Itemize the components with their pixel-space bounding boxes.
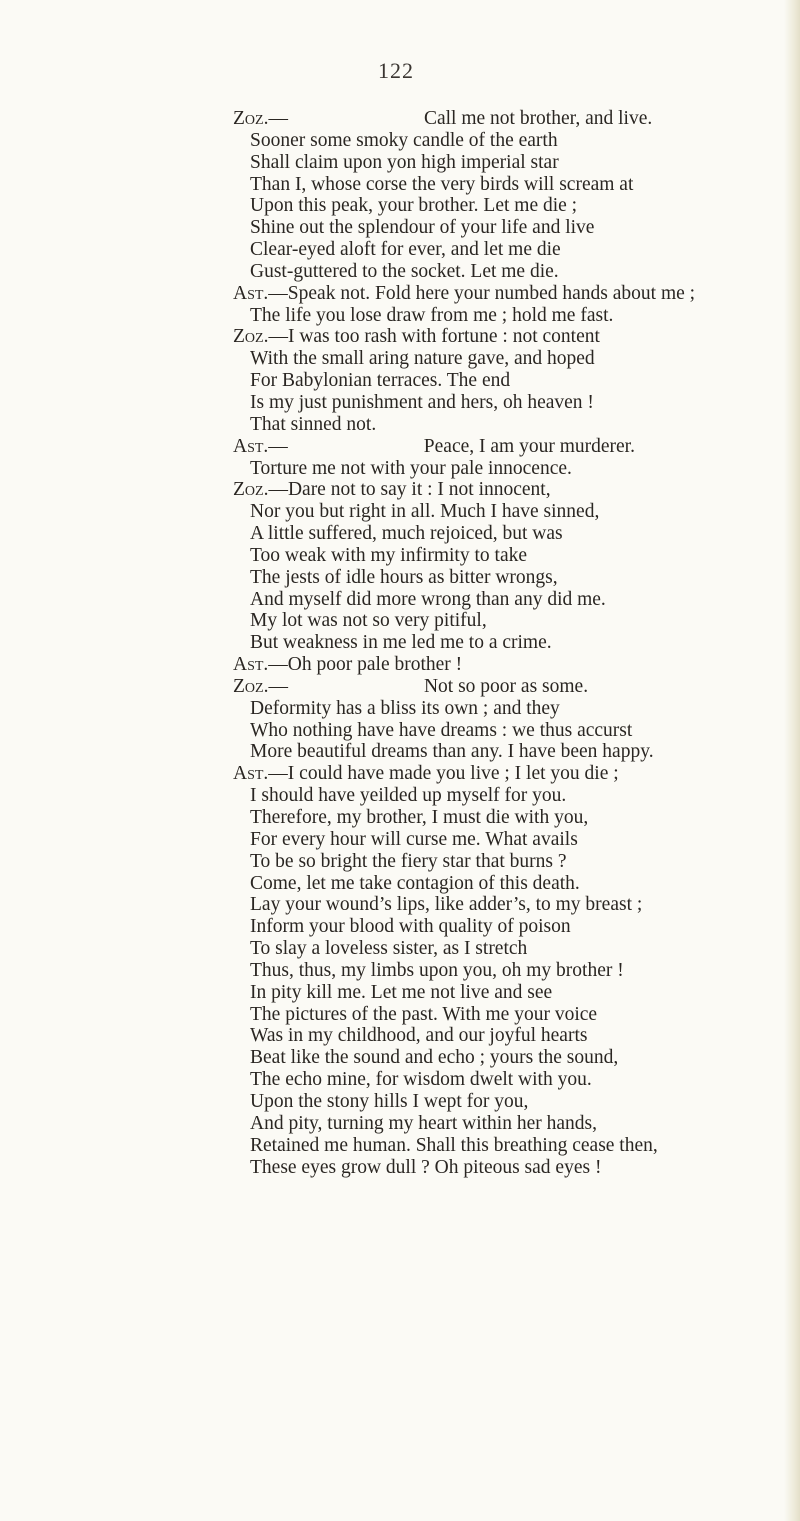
- verse-line: [0, 632, 800, 654]
- line-text: Beat like the sound and echo ; yours the sound,: [250, 1047, 619, 1069]
- line-text: Come, let me take contagion of this death.: [250, 872, 580, 894]
- line-text: Thus, thus, my limbs upon you, oh my brother !: [250, 959, 624, 981]
- verse-text: [0, 108, 800, 1178]
- verse-line: [0, 567, 800, 589]
- line-text: That sinned not.: [250, 413, 377, 435]
- line-text: To slay a loveless sister, as I stretch: [250, 938, 528, 960]
- line-text: Torture me not with your pale innocence.: [250, 457, 572, 479]
- page-number: 122: [378, 58, 414, 83]
- verse-line: [0, 130, 800, 152]
- line-text: Inform your blood with quality of poison: [250, 916, 571, 938]
- verse-line: [0, 610, 800, 632]
- verse-line: [0, 261, 800, 283]
- speaker-name: Zoz.: [233, 326, 269, 348]
- line-text: Peace, I am your murderer.: [423, 435, 635, 457]
- verse-line: [0, 501, 800, 523]
- speaker-name: Zoz.: [233, 675, 269, 697]
- speech-line: [0, 326, 800, 348]
- speech-line: [0, 654, 800, 676]
- page-edge-shadow: [784, 0, 800, 1521]
- line-text: And pity, turning my heart within her hands,: [250, 1112, 597, 1134]
- line-text: Nor you but right in all. Much I have sinned,: [250, 501, 600, 523]
- verse-line: [0, 1025, 800, 1047]
- line-text: And myself did more wrong than any did me.: [250, 588, 606, 610]
- speaker-dash: —: [268, 326, 288, 348]
- line-text: Shall claim upon yon high imperial star: [250, 151, 559, 173]
- line-text: Speak not. Fold here your numbed hands about me ;: [287, 282, 696, 304]
- verse-line: [0, 960, 800, 982]
- line-text: My lot was not so very pitiful,: [250, 610, 487, 632]
- line-text: These eyes grow dull ? Oh piteous sad eyes !: [250, 1156, 602, 1178]
- line-text: I should have yeilded up myself for you.: [250, 785, 567, 807]
- verse-line: [0, 916, 800, 938]
- speech-line: [0, 108, 800, 130]
- line-text: Gust-guttered to the socket. Let me die.: [250, 260, 559, 282]
- speaker-dash: —: [268, 675, 288, 697]
- speaker-dash: —: [268, 282, 288, 304]
- line-text: Deformity has a bliss its own ; and they: [250, 697, 560, 719]
- line-text: Is my just punishment and hers, oh heaven !: [250, 391, 594, 413]
- verse-line: [0, 523, 800, 545]
- line-text: Therefore, my brother, I must die with you,: [250, 807, 589, 828]
- line-text: More beautiful dreams than any. I have been happy.: [250, 741, 654, 763]
- line-text: The pictures of the past. With me your voice: [250, 1003, 598, 1025]
- line-text: Too weak with my infirmity to take: [250, 544, 527, 566]
- verse-line: [0, 741, 800, 763]
- verse-line: [0, 894, 800, 916]
- speech-line: [0, 676, 800, 698]
- line-text: Upon the stony hills I wept for you,: [250, 1090, 529, 1112]
- verse-line: [0, 589, 800, 611]
- line-text: With the small aring nature gave, and hoped: [250, 348, 595, 370]
- speaker-name: Ast.: [233, 435, 269, 457]
- verse-line: [0, 239, 800, 261]
- line-text: Shine out the splendour of your life and live: [250, 217, 595, 239]
- speaker-name: Ast.: [233, 763, 269, 785]
- verse-line: [0, 414, 800, 436]
- line-text: Than I, whose corse the very birds will scream at: [250, 173, 634, 195]
- line-text: In pity kill me. Let me not live and see: [250, 981, 553, 1003]
- verse-line: [0, 1157, 800, 1179]
- verse-line: [0, 938, 800, 960]
- speaker-dash: —: [268, 479, 288, 501]
- speaker-name: Zoz.: [233, 479, 269, 501]
- line-text: A little suffered, much rejoiced, but was: [250, 523, 563, 545]
- speech-line: [0, 283, 800, 305]
- verse-line: [0, 720, 800, 742]
- verse-line: [0, 305, 800, 327]
- speech-line: [0, 763, 800, 785]
- speaker-dash: —: [268, 108, 288, 129]
- line-text: I could have made you live ; I let you die ;: [287, 763, 619, 785]
- speech-line: [0, 436, 800, 458]
- verse-line: [0, 1091, 800, 1113]
- line-text: Oh poor pale brother !: [287, 654, 463, 676]
- verse-line: [0, 217, 800, 239]
- verse-line: [0, 545, 800, 567]
- speech-line: [0, 479, 800, 501]
- speaker-dash: —: [268, 654, 288, 676]
- verse-line: [0, 829, 800, 851]
- verse-line: [0, 458, 800, 480]
- verse-line: [0, 982, 800, 1004]
- verse-line: [0, 174, 800, 196]
- line-text: Who nothing have have dreams : we thus accurst: [250, 719, 633, 741]
- line-text: Was in my childhood, and our joyful hearts: [250, 1025, 588, 1047]
- speaker-dash: —: [268, 435, 288, 457]
- line-text: Lay your wound’s lips, like adder’s, to my breast ;: [250, 894, 643, 916]
- speaker-name: Zoz.: [233, 108, 269, 129]
- line-text: I was too rash with fortune : not content: [287, 326, 600, 348]
- speaker-dash: —: [268, 763, 288, 785]
- verse-line: [0, 392, 800, 414]
- verse-line: [0, 873, 800, 895]
- verse-line: [0, 1135, 800, 1157]
- verse-line: [0, 698, 800, 720]
- line-text: Not so poor as some.: [423, 675, 589, 697]
- verse-line: [0, 1069, 800, 1091]
- line-text: Upon this peak, your brother. Let me die ;: [250, 195, 578, 217]
- line-text: Call me not brother, and live.: [423, 108, 653, 129]
- line-text: The jests of idle hours as bitter wrongs,: [250, 566, 558, 588]
- line-text: Retained me human. Shall this breathing cease then,: [250, 1134, 658, 1156]
- verse-line: [0, 851, 800, 873]
- verse-line: [0, 152, 800, 174]
- line-text: For every hour will curse me. What avails: [250, 828, 578, 850]
- verse-line: [0, 370, 800, 392]
- line-text: To be so bright the fiery star that burns ?: [250, 850, 567, 872]
- line-text: The echo mine, for wisdom dwelt with you.: [250, 1069, 592, 1091]
- verse-line: [0, 195, 800, 217]
- verse-line: [0, 785, 800, 807]
- verse-line: [0, 1004, 800, 1026]
- line-text: Dare not to say it : I not innocent,: [287, 479, 551, 501]
- line-text: But weakness in me led me to a crime.: [250, 632, 552, 654]
- line-text: Sooner some smoky candle of the earth: [250, 129, 558, 151]
- verse-line: [0, 807, 800, 829]
- speaker-name: Ast.: [233, 282, 269, 304]
- verse-line: [0, 1047, 800, 1069]
- speaker-name: Ast.: [233, 654, 269, 676]
- line-text: The life you lose draw from me ; hold me fast.: [250, 304, 614, 326]
- verse-line: [0, 348, 800, 370]
- line-text: Clear-eyed aloft for ever, and let me die: [250, 239, 561, 261]
- verse-line: [0, 1113, 800, 1135]
- line-text: For Babylonian terraces. The end: [250, 370, 511, 392]
